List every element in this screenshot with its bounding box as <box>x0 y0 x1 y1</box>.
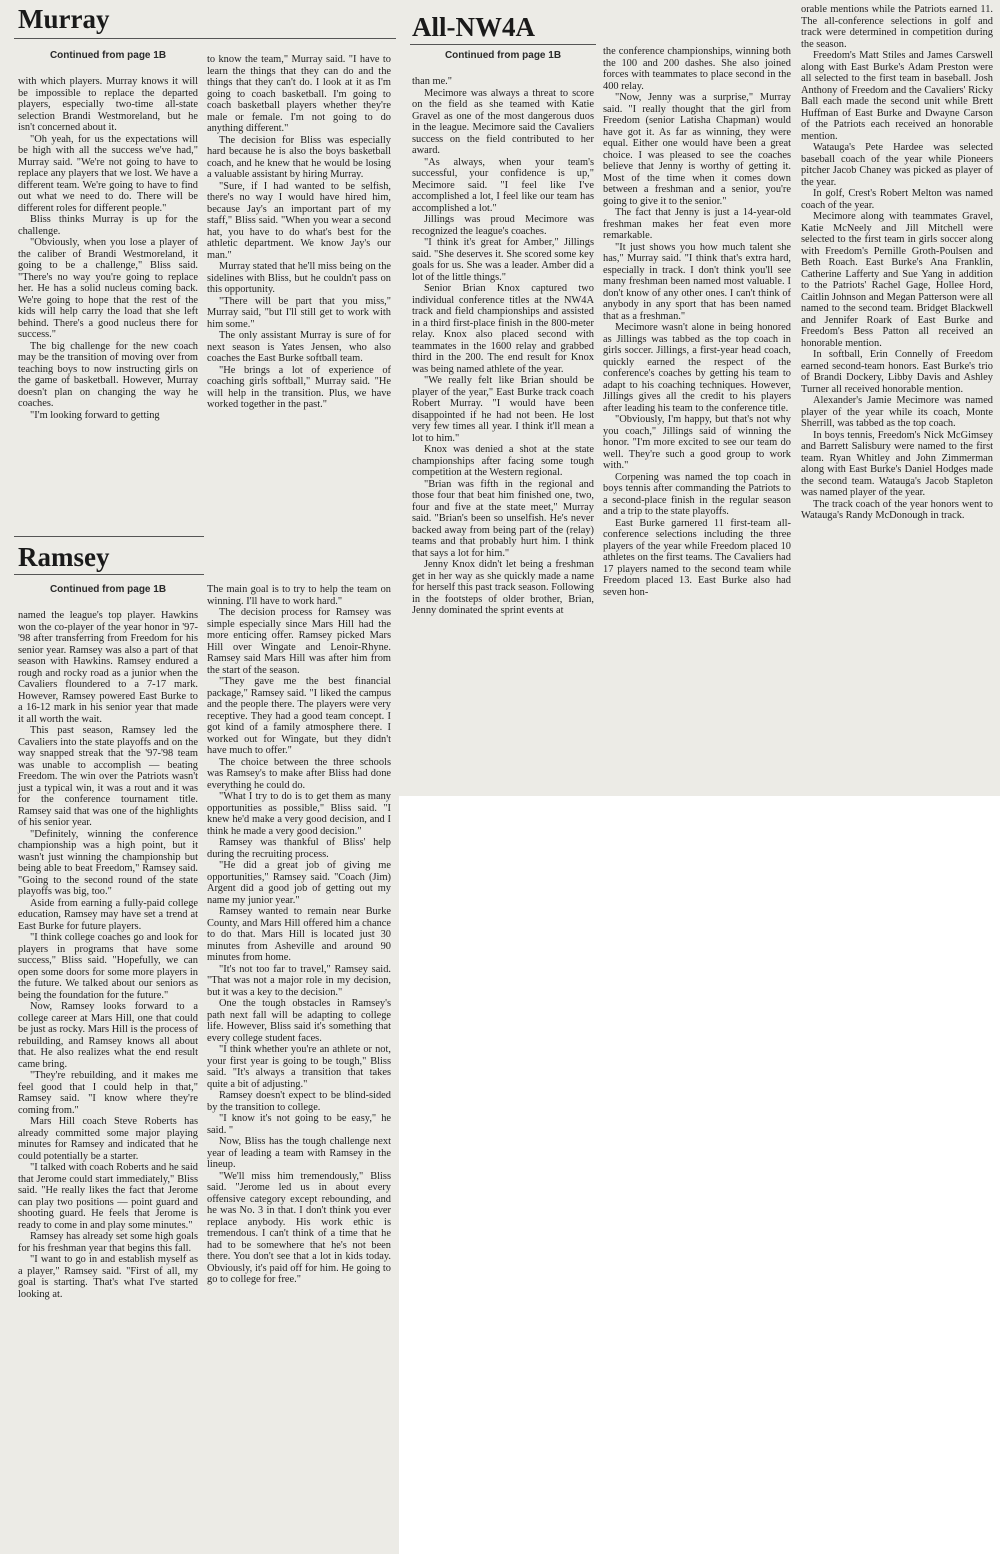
paragraph: "As always, when your team's successful, your confidence is up," Mecimore said. "I feel like I've accomplished a lot, I feel like our team has accomplished a lot." <box>412 156 594 214</box>
paragraph: Corpening was named the top coach in boys tennis after commanding the Patriots to a second-place finish in the regular season and a trip to the state playoffs. <box>603 471 791 517</box>
ramsey-column-1 <box>18 610 198 1300</box>
paragraph: "Definitely, winning the conference championship was a high point, but it wasn't just winning the championship but being able to beat Freedom," Ramsey said. "Going to the second round of the state playoffs was big, too." <box>18 828 198 897</box>
paragraph: Ramsey wanted to remain near Burke County, and Mars Hill offered him a chance to do that. Mars Hill is located just 30 minutes from Asheville and around 90 minutes from home. <box>207 906 391 963</box>
paragraph: Mecimore along with teammates Gravel, Katie McNeely and Jill Mitchell were selected to the first team in girls soccer along with Freedom's Pernille Groth-Poulsen and Beth Roach. East Burke's Ana Franklin, Catherine Lafferty and Sue Yang in addition to the Patriots' Rachel Gage, Hollee Hord, Caitlin Johnson and Megan Patterson were all named to the second team. Bridget Blackwell and Jennifer Roark of East Burke and Freedom's Bess Patton all received an honorable mention. <box>801 211 993 349</box>
paragraph: Mecimore was always a threat to score on the field as she teamed with Katie Gravel as one of the most dangerous duos in the league. Mecimore said the Cavaliers success on the field contributed to her award. <box>412 87 594 156</box>
paragraph: "I think whether you're an athlete or not, your first year is going to be tough," Bliss said. "It's always a transition that takes quite a bit of adjusting." <box>207 1044 391 1090</box>
paragraph: Jillings was proud Mecimore was recognized the league's coaches. <box>412 214 594 237</box>
paragraph: The track coach of the year honors went to Watauga's Randy McDonough in track. <box>801 498 993 521</box>
murray-continued-label: Continued from page 1B <box>49 50 167 61</box>
paragraph: "What I try to do is to get them as many opportunities as possible," Bliss said. "I knew he'd make a very good decision, and I think he made a very good decision." <box>207 791 391 837</box>
paragraph: The only assistant Murray is sure of for next season is Yates Jensen, who also coaches the East Burke softball team. <box>207 330 391 364</box>
paragraph: Now, Bliss has the tough challenge next year of leading a team with Ramsey in the lineup. <box>207 1136 391 1170</box>
allnw4a-rule <box>410 44 596 45</box>
paragraph: Knox was denied a shot at the state championships after facing some tough competition at the Western regional. <box>412 444 594 478</box>
paragraph: "They gave me the best financial package," Ramsey said. "I liked the campus and the people there. The players were very receptive. They had a good team concept. I got kind of a family atmosphere there. I worked out for Wingate, but they didn't have much to offer." <box>207 676 391 756</box>
allnw4a-continued-label: Continued from page 1B <box>444 50 562 61</box>
ramsey-rule <box>14 574 204 575</box>
paragraph: In golf, Crest's Robert Melton was named coach of the year. <box>801 188 993 211</box>
paragraph: The choice between the three schools was Ramsey's to make after Bliss had done everything he could do. <box>207 756 391 791</box>
paragraph: Ramsey has already set some high goals for his freshman year that begins this fall. <box>18 1231 198 1254</box>
paragraph: "I think it's great for Amber," Jillings said. "She deserves it. She scored some key goals for us. She was a leader. Amber did a lot of the little things." <box>412 237 594 283</box>
paragraph: "Obviously, I'm happy, but that's not why you coach," Jillings said of winning the honor. "I'm more excited to see our team do well. They're such a good group to work with." <box>603 414 791 471</box>
paragraph: "He did a great job of giving me opportunities," Ramsey said. "Coach (Jim) Argent did a good job of getting out my name my junior year." <box>207 860 391 906</box>
allnw4a-column-1 <box>412 76 594 617</box>
paragraph: Ramsey doesn't expect to be blind-sided by the transition to college. <box>207 1090 391 1113</box>
paragraph: Murray stated that he'll miss being on the sidelines with Bliss, but he couldn't pass on this opportunity. <box>207 261 391 295</box>
paragraph: One the tough obstacles in Ramsey's path next fall will be adapting to college life. However, Bliss said it's something that every college student faces. <box>207 998 391 1044</box>
paragraph: Now, Ramsey looks forward to a college career at Mars Hill, one that could be just as rocky. Mars Hill is the process of rebuilding, and Ramsey knows all about that. He also realizes what the end result came bring. <box>18 1001 198 1070</box>
paragraph: "We'll miss him tremendously," Bliss said. "Jerome led us in about every offensive category except rebounding, and he was No. 3 in that. I don't think you ever replace anybody. His work ethic is tremendous. I can't think of a time that he had to be somewhere that he's not been there. You don't see that a lot in kids today. Obviously, it's paid off for him. He going to go to college for free." <box>207 1170 391 1285</box>
paragraph: "They're rebuilding, and it makes me feel good that I could help in that," Ramsey said. "I know where they're coming from." <box>18 1070 198 1116</box>
murray-headline: Murray <box>18 4 110 34</box>
paragraph: Freedom's Matt Stiles and James Carswell along with East Burke's Adam Preston were all selected to the first team in baseball. Josh Anthony of Freedom and the Cavaliers' Ricky Ball each made the second unit while Brett Huffman of East Burke and Dwayne Carson of the Patriots each received an honorable mention. <box>801 50 993 142</box>
paragraph: to know the team," Murray said. "I have to learn the things that they can do and the things that they can't do. I look at it as I'm going to coach basketball. I'm going to coach basketball players whether they're male or female. I'm not going to do anything different." <box>207 54 391 134</box>
paragraph: "It's not too far to travel," Ramsey said. "That was not a major role in my decision, but it was a key to the decision." <box>207 963 391 998</box>
paragraph: Mars Hill coach Steve Roberts has already committed some major playing minutes for Ramsey and indicated that he could potentially be a starter. <box>18 1116 198 1162</box>
allnw4a-column-2 <box>603 46 791 598</box>
paragraph: with which players. Murray knows it will be impossible to replace the departed players, especially two-time all-state selection Brandi Westmoreland, but he isn't concerned about it. <box>18 76 198 133</box>
paragraph: than me." <box>412 76 453 87</box>
paragraph: "He brings a lot of experience of coaching girls softball," Murray said. "He will help in the transition. Plus, we have worked together in the past." <box>207 364 391 410</box>
paragraph: The fact that Jenny is just a 14-year-old freshman makes her feat even more remarkable. <box>603 207 791 241</box>
paragraph: In boys tennis, Freedom's Nick McGimsey and Barrett Salisbury were named to the first team. Ryan Whitley and John Zimmerman along with East Burke's Daniel Hodges made the second team. Watauga's Jacob Stapleton was named player of the year. <box>801 429 993 498</box>
paragraph: Jenny Knox didn't let being a freshman get in her way as she quickly made a name for herself this past track season. Following in the footsteps of older brother, Brian, Jenny dominated the sprint events at <box>412 559 594 616</box>
paragraph: the conference championships, winning both the 100 and 200 dashes. She also joined forces with teammates to place second in the 400 relay. <box>603 46 791 92</box>
paragraph: named the league's top player. Hawkins won the co-player of the year honor in '97-'98 after transferring from Freedom for his senior year. Ramsey was also a part of that season with Hawkins. Ramsey endured a rough and rocky road as a junior when the Cavaliers floundered to a 7-17 mark. However, Ramsey powered East Burke to a 16-12 mark in his senior year that made it all worth the wait. <box>18 610 198 725</box>
paragraph: orable mentions while the Patriots earned 11. The all-conference selections in golf and track were determined in competition during the season. <box>801 4 993 50</box>
paragraph: Senior Brian Knox captured two individual conference titles at the NW4A track and field championships and assisted in a third first-place finish in the 800-meter relay. Knox also placed second with teammates in the 1600 relay and grabbed third in the 200. The end result for Knox was being named athlete of the year. <box>412 283 594 375</box>
paragraph: "I talked with coach Roberts and he said that Jerome could start immediately," Bliss said. "He really likes the fact that Jerome can play two positions — point guard and shooting guard. He feels that Jerome is ready to come in and play some minutes." <box>18 1162 198 1231</box>
paragraph: "Now, Jenny was a surprise," Murray said. "I really thought that the girl from Freedom (senior Latisha Chapman) would have got it. As far as winning, they were equal. Either one would have been a great choice. I was pleased to see the coaches believe that Jenny is worthy of getting it. Most of the time when it comes down between a freshman and a senior, you're going to give it to the senior." <box>603 92 791 207</box>
murray-rule <box>14 38 396 39</box>
allnw4a-column-3 <box>801 4 993 522</box>
paragraph: Ramsey was thankful of Bliss' help during the recruiting process. <box>207 837 391 860</box>
paragraph: This past season, Ramsey led the Cavaliers into the state playoffs and on the way snapped streak that the '97-'98 team was unable to accomplish — beating Freedom. The win over the Patriots wasn't just a typical win, it was a rout and it was for the conference tournament title. Ramsey said that was one of the highlights of his senior year. <box>18 725 198 828</box>
ramsey-top-rule <box>14 536 204 537</box>
paragraph: "I know it's not going to be easy," he said. " <box>207 1113 391 1136</box>
murray-column-2 <box>207 54 391 411</box>
paragraph: Mecimore wasn't alone in being honored as Jillings was tabbed as the top coach in girls soccer. Jillings, a first-year head coach, quickly earned the respect of the conference's coaches by getting his team to adapt to his coaching techniques. However, Jillings gives all the credit to his players after leading his team to the conference title. <box>603 322 791 414</box>
ramsey-headline: Ramsey <box>18 542 110 572</box>
paragraph: The main goal is to try to help the team on winning. I'll have to work hard." <box>207 584 391 607</box>
paragraph: Watauga's Pete Hardee was selected baseball coach of the year while Pioneers pitcher Jacob Chaney was picked as player of the year. <box>801 142 993 188</box>
paragraph: The big challenge for the new coach may be the transition of moving over from teaching boys to now instructing girls on the game of basketball. However, Murray doesn't plan on changing the way he coaches. <box>18 340 198 409</box>
paragraph: Aside from earning a fully-paid college education, Ramsey may have set a trend at East Burke for future players. <box>18 897 198 932</box>
paragraph: The decision for Bliss was especially hard because he is also the boys basketball coach, and he knew that he would be losing a valuable assistant by hiring Murray. <box>207 134 391 180</box>
paragraph: "Obviously, when you lose a player of the caliber of Brandi Westmoreland, it going to be a challenge," Bliss said. "There's no way you're going to replace her. He has a solid nucleus coming back. We're going to hope that the rest of the kids will help carry the load that she left behind. There's a good nucleus there for success." <box>18 237 198 340</box>
ramsey-continued-label: Continued from page 1B <box>49 584 167 595</box>
paragraph: "Oh yeah, for us the expectations will be high with all the success we've had," Murray said. "We're not going to have to replace any players that we lost. We have a different team. We're going to have to find out what we need to do. There will be different roles for different people." <box>18 133 198 214</box>
paragraph: East Burke garnered 11 first-team all-conference selections including the three players of the year while Freedom placed 10 athletes on the first teams. The Cavaliers had 17 players named to the second team while Freedom placed 13. East Burke also had seven hon- <box>603 517 791 598</box>
murray-column-1 <box>18 76 198 421</box>
paragraph: "I think college coaches go and look for players in programs that have some success," Bliss said. "Hopefully, we can open some doors for some more players in the future. We talked about our seniors as being the foundation for the future." <box>18 932 198 1001</box>
paragraph: "I want to go in and establish myself as a player," Ramsey said. "First of all, my goal is starting. That's what I've started looking at. <box>18 1254 198 1300</box>
ramsey-column-2 <box>207 584 391 1286</box>
paragraph: "It just shows you how much talent she has," Murray said. "I think that's extra hard, especially in track. I don't think you'll see many freshman been named most valuable. I don't know of any other ones. I can't think of anybody in any sport that has been named that as a freshman." <box>603 241 791 322</box>
paragraph: Alexander's Jamie Mecimore was named player of the year while its coach, Monte Sherrill, was tabbed as the top coach. <box>801 395 993 429</box>
paragraph: Bliss thinks Murray is up for the challenge. <box>18 214 198 237</box>
paragraph: "I'm looking forward to getting <box>30 409 160 421</box>
paragraph: In softball, Erin Connelly of Freedom earned second-team honors. East Burke's trio of Brandi Dockery, Libby Davis and Ashley Turner all received honorable mention. <box>801 349 993 395</box>
paragraph: "We really felt like Brian should be player of the year," East Burke track coach Robert Murray. "I would have been disappointed if he had not been. He lost very few times all year. I think it'll mean a lot to him." <box>412 375 594 444</box>
paragraph: "Brian was fifth in the regional and those four that beat him finished one, two, four and five at the state meet," Murray said. "Brian's been so unselfish. He's never backed away from being part of the (relay) teams and that probably hurt him. I think that says a lot for him." <box>412 478 594 559</box>
paragraph: "There will be part that you miss," Murray said, "but I'll still get to work with him some." <box>207 295 391 330</box>
allnw4a-headline: All-NW4A <box>412 12 535 42</box>
paragraph: The decision process for Ramsey was simple especially since Mars Hill had the more enticing offer. Ramsey picked Mars Hill over Wingate and Lenoir-Rhyne. Ramsey said Mars Hill was after him from the start of the season. <box>207 607 391 676</box>
paragraph: "Sure, if I had wanted to be selfish, there's no way I would have hired him, because Jay's an important part of my staff," Bliss said. "When you wear a second hat, you have to do what's best for the athletic department. We know Jay's our man." <box>207 180 391 261</box>
